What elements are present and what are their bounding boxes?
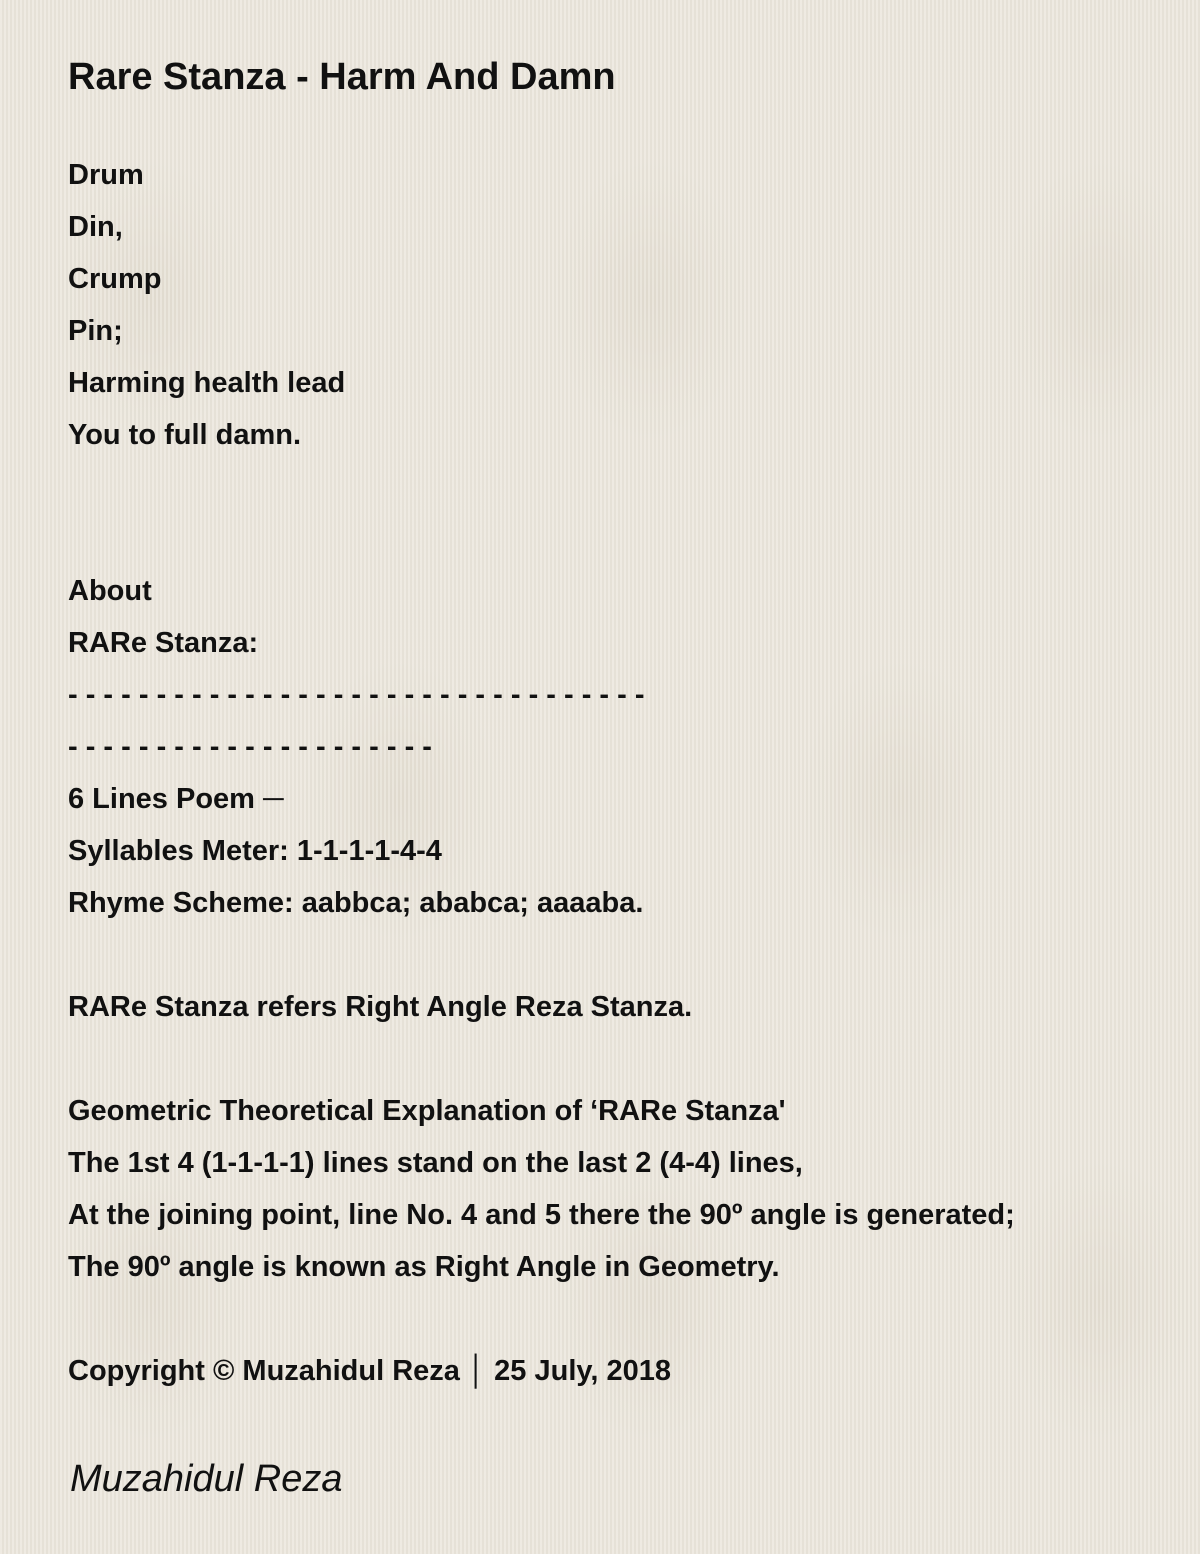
author-signature: Muzahidul Reza: [70, 1458, 343, 1500]
blank-line: [68, 1033, 1015, 1085]
explanation-heading: Geometric Theoretical Explanation of ‘RARe Stanza': [68, 1095, 786, 1127]
poem-body: [68, 149, 1015, 1397]
poem-line: Din,: [68, 211, 123, 243]
poem-line: Crump: [68, 263, 162, 295]
dash-divider: - - - - - - - - - - - - - - - - - - - - -: [68, 731, 432, 763]
about-subheading: RARe Stanza:: [68, 627, 259, 659]
explanation-line: The 90º angle is known as Right Angle in Geometry.: [68, 1251, 780, 1283]
copyright-line: Copyright © Muzahidul Reza │ 25 July, 2018: [68, 1355, 671, 1387]
syllables-meter: Syllables Meter: 1-1-1-1-4-4: [68, 835, 442, 867]
form-definition: RARe Stanza refers Right Angle Reza Stanza.: [68, 991, 693, 1023]
poem-line: Pin;: [68, 315, 123, 347]
blank-line: [68, 929, 1015, 981]
blank-line: [68, 461, 1015, 513]
rhyme-scheme: Rhyme Scheme: aabbca; ababca; aaaaba.: [68, 887, 644, 919]
poem-line: You to full damn.: [68, 419, 302, 451]
explanation-line: At the joining point, line No. 4 and 5 there the 90º angle is generated;: [68, 1199, 1015, 1231]
poem-title: Rare Stanza - Harm And Damn: [68, 56, 616, 98]
blank-line: [68, 1293, 1015, 1345]
about-heading: About: [68, 575, 152, 607]
poem-line: Drum: [68, 159, 144, 191]
form-line-count: 6 Lines Poem ─: [68, 783, 284, 815]
blank-line: [68, 513, 1015, 565]
dash-divider: - - - - - - - - - - - - - - - - - - - - - - - - - - - - - - - - -: [68, 679, 645, 711]
poem-line: Harming health lead: [68, 367, 346, 399]
explanation-line: The 1st 4 (1-1-1-1) lines stand on the last 2 (4-4) lines,: [68, 1147, 803, 1179]
